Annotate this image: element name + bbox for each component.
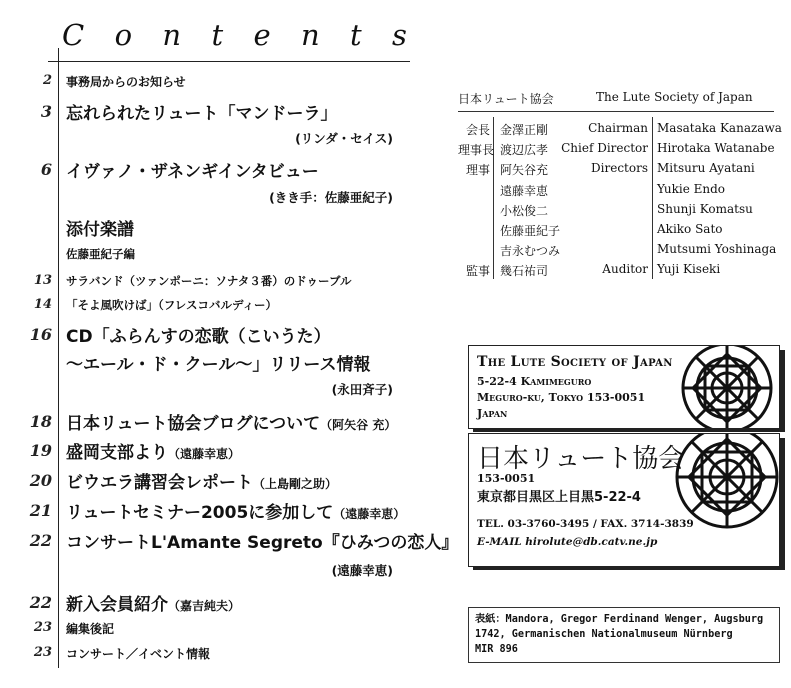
toc-entry-title	[66, 468, 337, 493]
toc-entry-author: （阿矢谷 充）	[320, 418, 397, 432]
card-email: E-MAIL hirolute@db.catv.ne.jp	[477, 536, 658, 548]
contents-letter: s	[392, 18, 407, 52]
toc-section-title: 添付楽譜	[66, 220, 134, 240]
toc-entry-title: イヴァノ・ザネンギインタビュー	[66, 162, 319, 182]
toc-entry-title: 忘れられたリュート「マンドーラ」	[66, 104, 338, 124]
cover-line: 1742, Germanischen Nationalmuseum Nürnberg	[475, 629, 733, 640]
officer-role: 理事長	[458, 143, 495, 158]
toc-byline: (きき手：佐藤亜紀子)	[269, 190, 393, 205]
contents-letter: e	[253, 18, 271, 52]
toc-byline: (遠藤幸恵)	[331, 563, 393, 578]
lute-rose-emblem	[655, 345, 780, 429]
toc-entry-title	[66, 498, 405, 523]
officer-row	[0, 202, 791, 222]
officer-title: Auditor	[602, 262, 648, 277]
card-address-line: Meguro-ku, Tokyo 153-0051	[477, 391, 646, 404]
toc-entry-title: 事務局からのお知らせ	[66, 75, 186, 89]
contents-title	[62, 18, 407, 52]
address-card-en	[468, 345, 780, 429]
card-address-line: 5-22-4 Kamimeguro	[477, 375, 592, 388]
toc-entry-title	[66, 590, 240, 615]
officer-row	[0, 182, 791, 202]
officer-name-jp: 幾石祐司	[500, 264, 549, 279]
toc-entry-text: 日本リュート協会ブログについて	[66, 414, 321, 434]
card-address: 東京都目黒区上目黒5-22-4	[477, 490, 641, 505]
card-title: 日本リュート協会	[477, 444, 685, 474]
toc-entry-author: （遠藤幸恵）	[168, 447, 241, 461]
officer-name-en: Mutsumi Yoshinaga	[657, 242, 777, 257]
title-rule	[48, 61, 410, 62]
toc-entry-author: （嘉吉純夫）	[168, 599, 241, 613]
toc-entry-title: サラバンド（ツァンポーニ：ソナタ３番）のドゥーブル	[66, 274, 352, 288]
officer-name-en: Masataka Kanazawa	[657, 121, 782, 135]
officer-row	[0, 141, 791, 161]
contents-letter: o	[114, 18, 133, 52]
officer-row	[0, 161, 791, 181]
toc-page-number: 19	[29, 441, 52, 460]
officer-title: Chief Director	[561, 141, 648, 156]
contents-letter: t	[211, 18, 224, 52]
address-card-jp	[468, 433, 780, 567]
toc-page-number: 20	[29, 471, 52, 490]
toc-entry-title-continued: 〜エール・ド・クール〜」リリース情報	[66, 355, 371, 375]
contents-letter: n	[300, 18, 320, 52]
officer-title: Chairman	[588, 121, 648, 135]
toc-page-number: 6	[40, 160, 52, 179]
toc-entry-text: リュートセミナー2005に参加して	[66, 503, 334, 523]
cover-line: MIR 896	[475, 644, 518, 655]
society-rule	[458, 111, 774, 112]
officer-name-jp: 渡辺広孝	[500, 143, 549, 158]
officer-role: 理事	[465, 163, 490, 178]
officer-name-jp: 阿矢谷充	[500, 163, 549, 178]
officer-name-en: Mitsuru Ayatani	[657, 161, 755, 176]
contents-letter: n	[162, 18, 182, 52]
lute-rose-emblem	[655, 433, 780, 532]
toc-entry-title: CD「ふらんすの恋歌（こいうた）	[66, 327, 331, 347]
contents-letter: C	[62, 18, 85, 52]
toc-page-number: 22	[29, 593, 52, 612]
officer-name-jp: 金澤正剛	[500, 123, 549, 137]
toc-page-number: 16	[29, 325, 52, 344]
officer-name-jp: 小松俊二	[500, 203, 549, 218]
toc-page-number: 14	[33, 297, 52, 312]
toc-entry-title: 「そよ風吹けば」（フレスコバルディー）	[66, 298, 278, 312]
officer-row	[0, 222, 791, 242]
card-zip: 153-0051	[477, 472, 536, 485]
toc-entry-author: （遠藤幸恵）	[333, 507, 406, 521]
officer-name-en: Yukie Endo	[657, 181, 726, 196]
officer-row	[0, 121, 791, 141]
toc-entry-title: コンサートL'Amante Segreto『ひみつの恋人』	[66, 533, 459, 553]
officer-name-en: Hirotaka Watanabe	[657, 141, 775, 156]
officer-name-jp: 吉永むつみ	[500, 244, 561, 259]
toc-entry-text: ビウエラ講習会レポート	[66, 473, 253, 493]
officer-row	[0, 262, 791, 282]
cover-line: 表紙：Mandora, Gregor Ferdinand Wenger, Augsburg	[475, 614, 764, 625]
card-address-line: Japan	[477, 407, 508, 420]
card-phone: TEL. 03-3760-3495 / FAX. 3714-3839	[477, 518, 694, 530]
toc-byline: (リンダ・セイス)	[295, 131, 393, 146]
toc-entry-title	[66, 438, 240, 463]
toc-page-number: 21	[29, 501, 52, 520]
toc-entry-title: 編集後記	[66, 622, 115, 636]
officer-name-en: Yuji Kiseki	[657, 262, 721, 277]
toc-page-number: 23	[33, 620, 52, 635]
officer-name-jp: 遠藤幸恵	[500, 183, 549, 198]
toc-page-number: 23	[33, 645, 52, 660]
society-name-jp: 日本リュート協会	[458, 92, 554, 106]
officer-name-en: Shunji Komatsu	[657, 201, 753, 216]
toc-page-number: 3	[40, 102, 52, 121]
officer-role: 会長	[465, 123, 490, 137]
officer-role: 監事	[465, 264, 490, 279]
toc-entry-title: コンサート／イベント情報	[66, 647, 211, 661]
toc-page-number: 13	[33, 273, 52, 288]
toc-byline: (永田斉子)	[331, 382, 393, 397]
toc-entry-text: 盛岡支部より	[66, 443, 168, 463]
officer-title: Directors	[591, 161, 648, 176]
toc-entry-text: 新入会員紹介	[66, 595, 168, 615]
toc-entry-author: （上島剛之助）	[253, 477, 338, 491]
cover-caption	[468, 607, 780, 663]
officer-row	[0, 242, 791, 262]
toc-section-subtitle: 佐藤亜紀子編	[66, 247, 135, 261]
officer-name-jp: 佐藤亜紀子	[500, 224, 561, 238]
toc-page-number: 2	[42, 73, 52, 88]
card-title: The Lute Society of Japan	[477, 354, 673, 370]
contents-letter: t	[350, 18, 362, 52]
toc-page-number: 22	[29, 531, 52, 550]
toc-entry-title	[66, 409, 396, 434]
officer-name-en: Akiko Sato	[657, 222, 723, 236]
toc-page-number: 18	[29, 412, 52, 431]
society-name-en: The Lute Society of Japan	[596, 90, 753, 104]
